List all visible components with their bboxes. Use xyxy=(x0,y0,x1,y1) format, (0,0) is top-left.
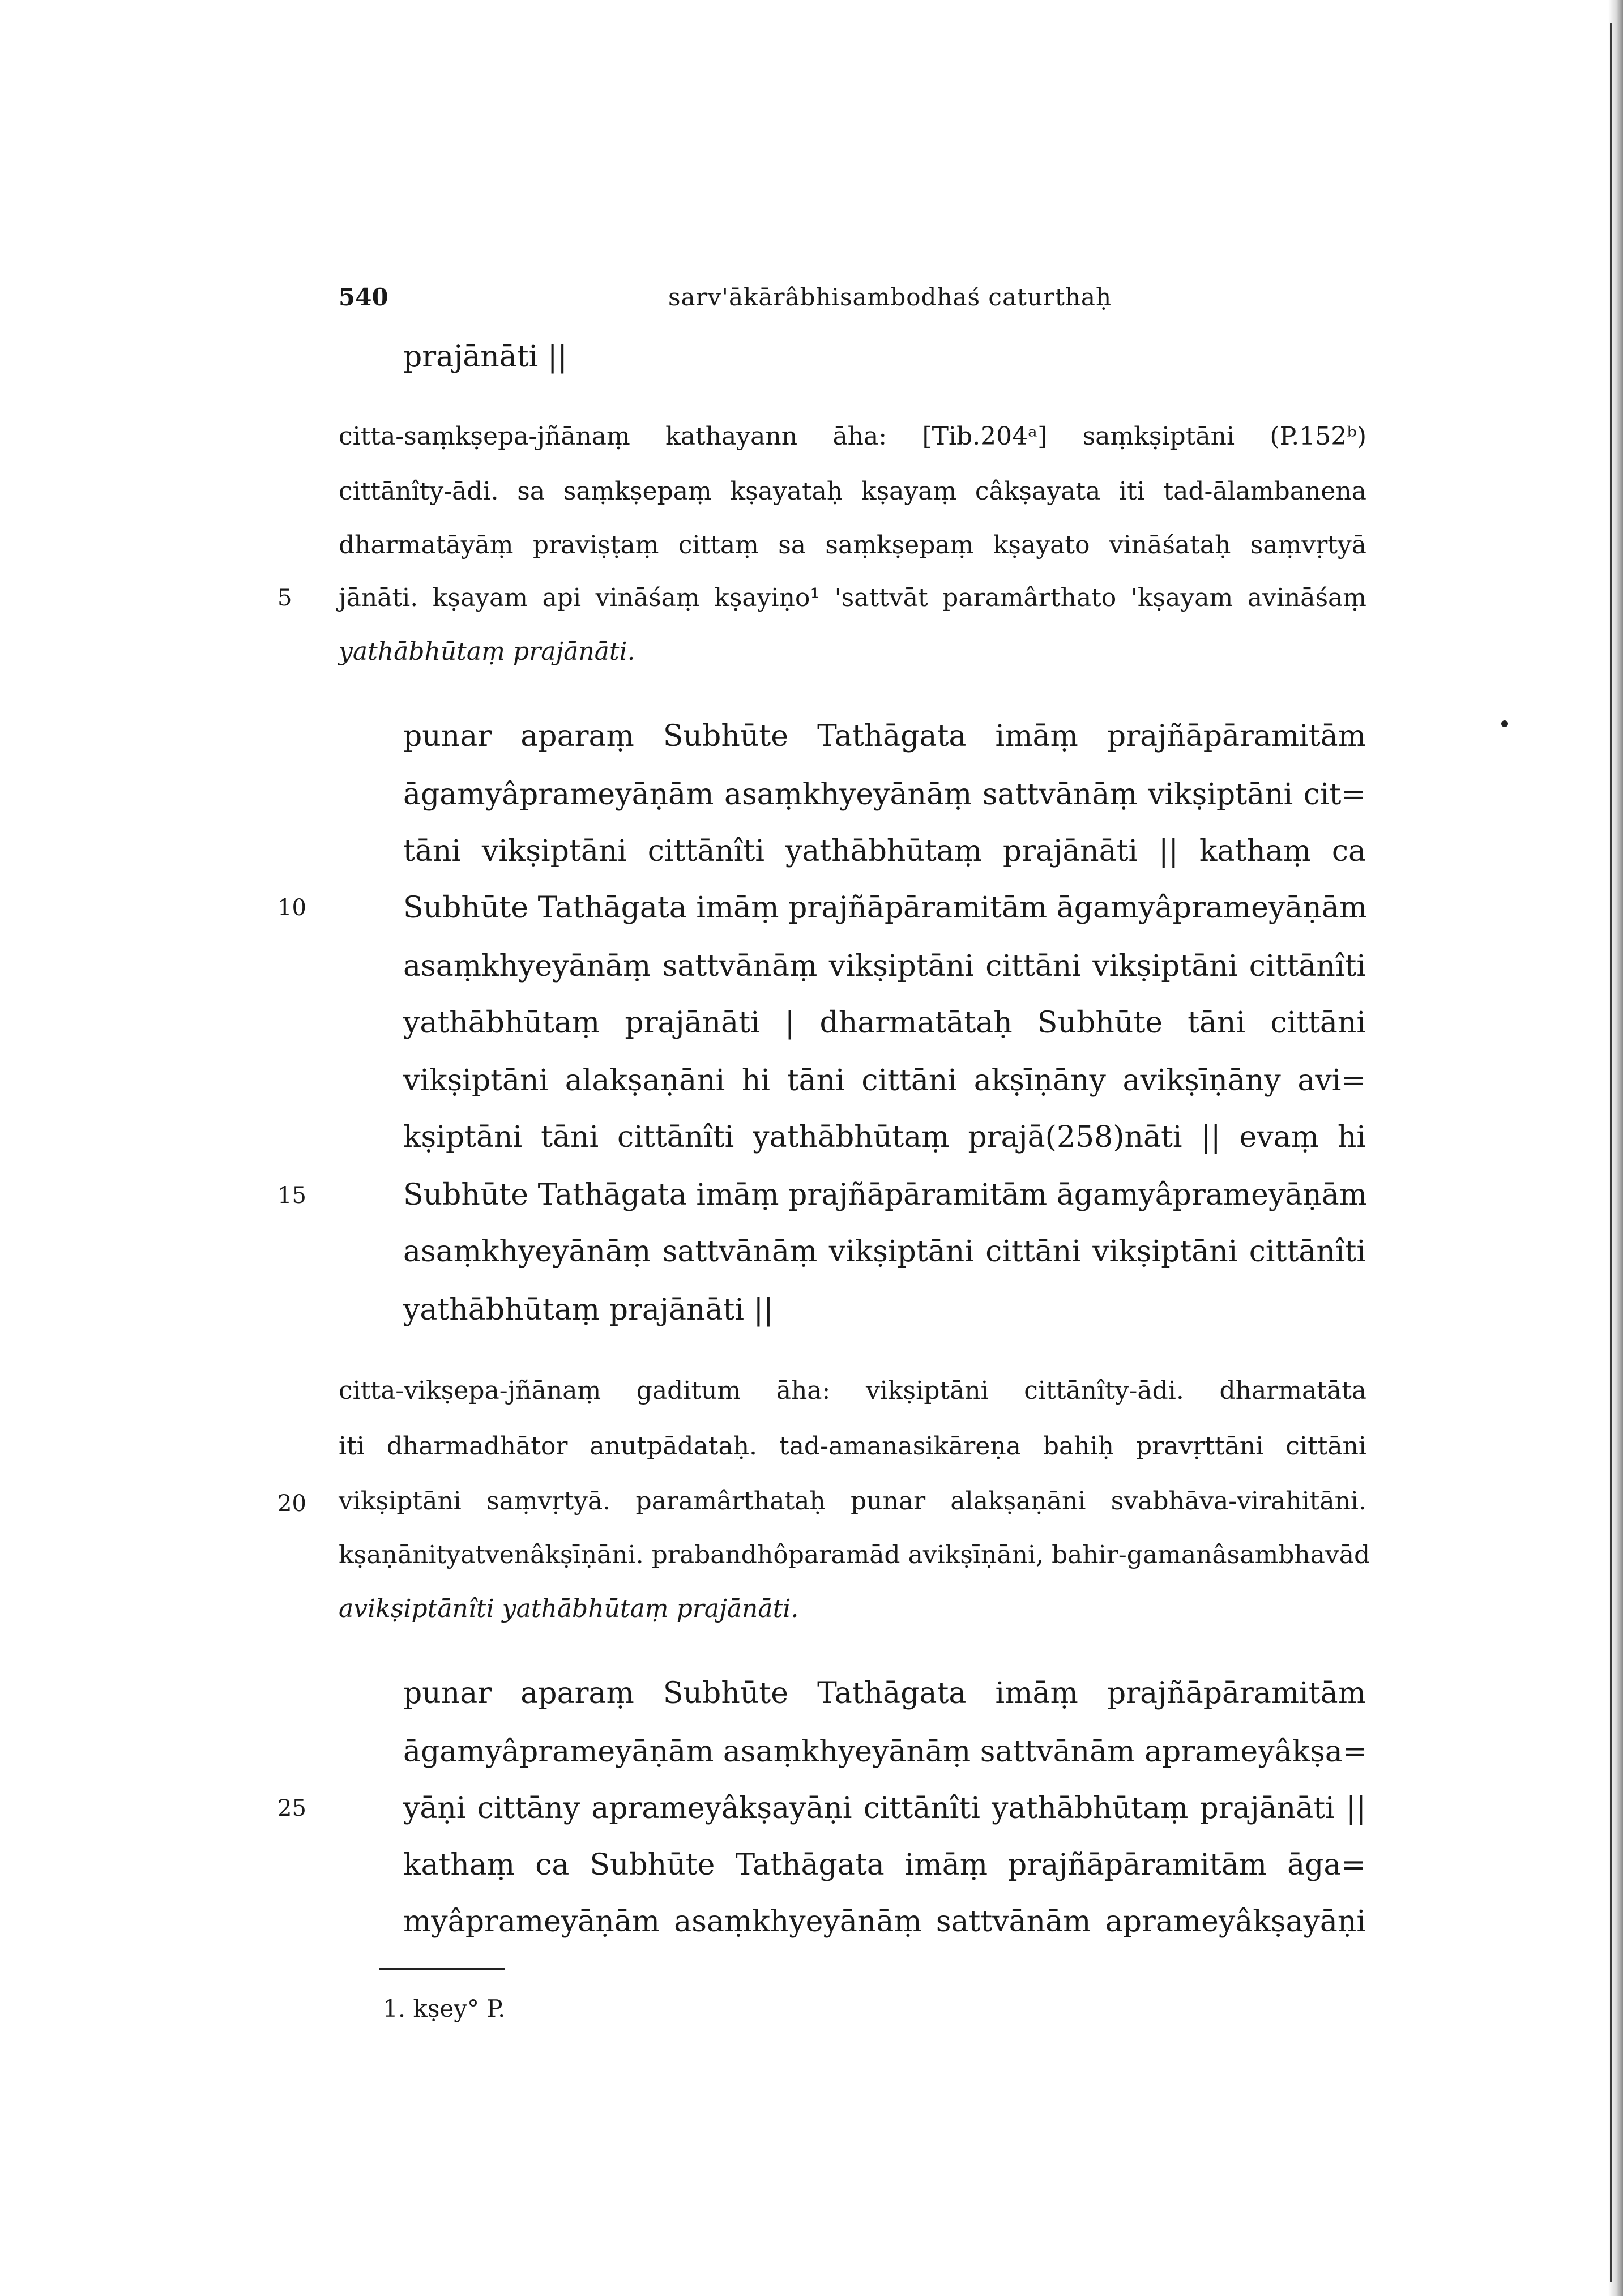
root-text-line: tāni vikṣiptāni cittānîti yathābhūtaṃ prajānāti || kathaṃ ca xyxy=(403,834,1366,868)
root-text-line: āgamyâprameyāṇām asaṃkhyeyānāṃ sattvānāṃ vikṣiptāni cit= xyxy=(403,778,1366,812)
commentary-line: cittānîty-ādi. sa saṃkṣepaṃ kṣayataḥ kṣayaṃ câkṣayata iti tad-ālambanena xyxy=(339,477,1366,506)
root-text-line: vikṣiptāni alakṣaṇāni hi tāni cittāni akṣīṇāny avikṣīṇāny avi= xyxy=(403,1064,1366,1098)
root-text-line: Subhūte Tathāgata imāṃ prajñāpāramitām āgamyâprameyāṇām xyxy=(403,1178,1368,1212)
page-number: 540 xyxy=(339,283,388,311)
commentary-line: avikṣiptānîti yathābhūtaṃ prajānāti. xyxy=(339,1594,799,1623)
commentary-line: yathābhūtaṃ prajānāti. xyxy=(339,637,635,666)
commentary-line: citta-saṃkṣepa-jñānaṃ kathayann āha: [Tib.204ᵃ] saṃkṣiptāni (P.152ᵇ) xyxy=(339,422,1366,451)
root-text-line: prajānāti || xyxy=(403,340,567,374)
commentary-line: kṣaṇānityatvenâkṣīṇāni. prabandhôparamād avikṣīṇāni, bahir-gamanâsambhavād xyxy=(339,1540,1370,1569)
commentary-line: iti dharmadhātor anutpādataḥ. tad-amanasikāreṇa bahiḥ pravṛttāni cittāni xyxy=(339,1432,1366,1461)
line-number-20: 20 xyxy=(277,1491,306,1517)
running-title: sarv'ākārâbhisambodhaś caturthaḥ xyxy=(668,283,1112,311)
page-edge-line xyxy=(1610,23,1612,2282)
commentary-line: citta-vikṣepa-jñānaṃ gaditum āha: vikṣiptāni cittānîty-ādi. dharmatāta xyxy=(339,1376,1366,1405)
footnote: 1. kṣey° P. xyxy=(383,1995,506,2022)
root-text-line: myâprameyāṇām asaṃkhyeyānāṃ sattvānām aprameyâkṣayāṇi xyxy=(403,1905,1366,1939)
root-text-line: punar aparaṃ Subhūte Tathāgata imāṃ prajñāpāramitām xyxy=(403,719,1366,753)
root-text-line: punar aparaṃ Subhūte Tathāgata imāṃ prajñāpāramitām xyxy=(403,1676,1366,1710)
line-number-10: 10 xyxy=(277,895,306,921)
commentary-line: vikṣiptāni saṃvṛtyā. paramârthataḥ punar alakṣaṇāni svabhāva-virahitāni. xyxy=(339,1487,1366,1516)
line-number-15: 15 xyxy=(277,1183,306,1209)
root-text-line: yathābhūtaṃ prajānāti | dharmatātaḥ Subhūte tāni cittāni xyxy=(403,1006,1366,1040)
root-text-line: Subhūte Tathāgata imāṃ prajñāpāramitām āgamyâprameyāṇām xyxy=(403,891,1368,925)
root-text-line: kathaṃ ca Subhūte Tathāgata imāṃ prajñāpāramitām āga= xyxy=(403,1848,1366,1882)
commentary-line: jānāti. kṣayam api vināśaṃ kṣayiṇo¹ 'sattvāt paramârthato 'kṣayam avināśaṃ xyxy=(339,583,1366,612)
line-number-5: 5 xyxy=(277,585,292,611)
root-text-line: yathābhūtaṃ prajānāti || xyxy=(403,1293,774,1327)
margin-dot xyxy=(1501,720,1508,727)
root-text-line: asaṃkhyeyānāṃ sattvānāṃ vikṣiptāni cittāni vikṣiptāni cittānîti xyxy=(403,949,1366,983)
root-text-line: asaṃkhyeyānāṃ sattvānāṃ vikṣiptāni cittāni vikṣiptāni cittānîti xyxy=(403,1235,1366,1269)
root-text-line: yāṇi cittāny aprameyâkṣayāṇi cittānîti yathābhūtaṃ prajānāti || xyxy=(403,1791,1366,1825)
root-text-line: kṣiptāni tāni cittānîti yathābhūtaṃ prajā(258)nāti || evaṃ hi xyxy=(403,1120,1366,1154)
commentary-line: dharmatāyāṃ praviṣṭaṃ cittaṃ sa saṃkṣepaṃ kṣayato vināśataḥ saṃvṛtyā xyxy=(339,531,1366,560)
line-number-25: 25 xyxy=(277,1795,306,1821)
root-text-line: āgamyâprameyāṇām asaṃkhyeyānāṃ sattvānām aprameyâkṣa= xyxy=(403,1735,1368,1769)
footnote-rule xyxy=(379,1968,505,1970)
